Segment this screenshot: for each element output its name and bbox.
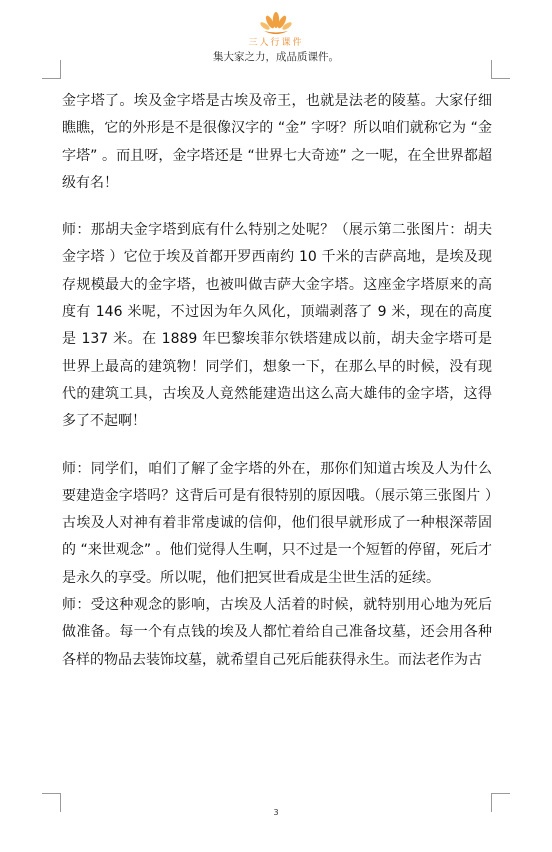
lotus-flower-logo-icon (256, 8, 296, 38)
page-header (0, 8, 552, 64)
page-number: 3 (273, 808, 279, 817)
paragraph-spacer (62, 436, 492, 456)
paragraph-khufu-pyramid: 师：那胡夫金字塔到底有什么特别之处呢？（展示第二张图片：胡夫金字塔 ）它位于埃及首都开罗西南约 10 千米的吉萨高地，是埃及现存规模最大的金字塔，也被叫做吉萨大金字塔。这座金字塔原来的高度有 146 米呢，不过因为年久风化，顶端剥落了 9 米，现在的高度是 137 米。在 1889 年巴黎埃菲尔铁塔建成以前，胡夫金字塔可是世界上最高的建筑物！同学们，想象一下，在那么早的时候，没有现代的建筑工具，古埃及人竟然能建造出这么高大雄伟的金字塔，这得多了不起啊！ (62, 222, 492, 430)
header-slogan: 集大家之力，成品质课件。 (213, 51, 339, 63)
brand-name: 三人行课件 (248, 38, 304, 48)
document-body (62, 88, 492, 674)
paragraph-spacer (62, 197, 492, 217)
paragraph-tomb-preparation: 师：受这种观念的影响，古埃及人活着的时候，就特别用心地为死后做准备。每一个有点钱的埃及人都忙着给自己准备坟墓，还会用各种各样的物品去装饰坟墓，就希望自己死后能获得永生。而法老作为古 (62, 597, 492, 668)
paragraph-pyramid-intro: 金字塔了。埃及金字塔是古埃及帝王，也就是法老的陵墓。大家仔细瞧瞧，它的外形是不是很像汉字的 “金” 字呀？所以咱们就称它为 “金字塔” 。而且呀，金字塔还是 “世界七大奇迹” 之一呢，在全世界都超级有名！ (62, 93, 492, 191)
paragraph-afterlife-belief: 师：同学们，咱们了解了金字塔的外在，那你们知道古埃及人为什么要建造金字塔吗？这背后可是有很特别的原因哦。（展示第三张图片 ）古埃及人对神有着非常虔诚的信仰，他们很早就形成了一种根深蒂固的 “来世观念” 。他们觉得人生啊，只不过是一个短暂的停留，死后才是永久的享受。所以呢，他们把冥世看成是尘世生活的延续。 (62, 460, 492, 586)
